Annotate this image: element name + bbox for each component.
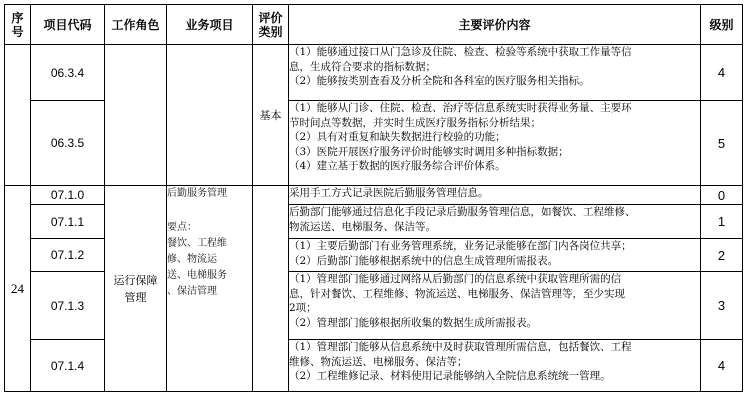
sequence-number: 24: [5, 186, 31, 392]
level-value: 1: [701, 205, 743, 239]
project-code: 07.1.0: [31, 186, 105, 205]
header-content: 主要评价内容: [289, 5, 701, 45]
header-category: 评价 类别: [253, 5, 289, 45]
level-value: 0: [701, 186, 743, 205]
key-points: 餐饮、工程维 修、物流运 送、电梯服务 、保洁管理: [167, 238, 227, 297]
evaluation-content: （1）能够从门诊、住院、检查、治疗等信息系统实时获得业务量、主要环 节时间点等数据，并实时生成医疗服务指标分析结果； （2）具有对重复和缺失数据进行校验的功能； （3）医院开展医疗服务评价时能够实时调用多种指标数据； （4）建立基于数据的医疗服务综合评价体系。: [289, 101, 701, 186]
level-value: 3: [701, 272, 743, 340]
evaluation-content: 后勤部门能够通过信息化手段记录后勤服务管理信息，如餐饮、工程维修、 物流运送、电梯服务、保洁等。: [289, 205, 701, 239]
evaluation-content: （1）管理部门能够通过网络从后勤部门的信息系统中获取管理所需的信 息，针对餐饮、工程维修、物流运送、电梯服务、保洁管理等，至少实现 2项； （2）管理部门能够根据所收集的数据生成所需报表。: [289, 272, 701, 340]
table-row-06-3-4: [5, 45, 743, 101]
header-seq: 序 号: [5, 5, 31, 45]
project-code: 07.1.1: [31, 205, 105, 239]
project-code: 07.1.4: [31, 340, 105, 392]
table-row-07-1-0: [5, 186, 743, 205]
evaluation-content: （1）管理部门能够从信息系统中及时获取管理所需信息，包括餐饮、工程 维修、物流运送、电梯服务、保洁等； （2）工程维修记录、材料使用记录能够纳入全院信息系统统一管理。: [289, 340, 701, 392]
business-title: 后勤服务管理: [167, 188, 227, 199]
level-value: 4: [701, 340, 743, 392]
header-role: 工作角色: [105, 5, 167, 45]
evaluation-content: （1）能够通过接口从门急诊及住院、检查、检验等系统中获取工作量等信 息，生成符合要求的指标数据； （2）能够按类别查看及分析全院和各科室的医疗服务相关指标。: [289, 45, 701, 101]
header-level: 级别: [701, 5, 743, 45]
work-role: 运行保障 管理: [105, 186, 167, 392]
header-business: 业务项目: [167, 5, 253, 45]
seq-cell-empty: [5, 45, 31, 186]
project-code: 07.1.3: [31, 272, 105, 340]
header-code: 项目代码: [31, 5, 105, 45]
business-cell-empty: [167, 45, 253, 186]
evaluation-content: 采用手工方式记录医院后勤服务管理信息。: [289, 186, 701, 205]
project-code: 06.3.5: [31, 101, 105, 186]
project-code: 07.1.2: [31, 239, 105, 272]
evaluation-content: （1）主要后勤部门有业务管理系统，业务记录能够在部门内各岗位共享； （2）后勤部门能够根据系统中的信息生成管理所需报表。: [289, 239, 701, 272]
evaluation-table: [4, 4, 743, 392]
role-cell-empty: [105, 45, 167, 186]
level-value: 4: [701, 45, 743, 101]
category-cell-empty: [253, 186, 289, 392]
business-item: [167, 186, 253, 392]
project-code: 06.3.4: [31, 45, 105, 101]
evaluation-category: 基本: [253, 45, 289, 186]
key-points-label: 要点：: [167, 222, 197, 233]
level-value: 5: [701, 101, 743, 186]
level-value: 2: [701, 239, 743, 272]
header-row: [5, 5, 743, 45]
